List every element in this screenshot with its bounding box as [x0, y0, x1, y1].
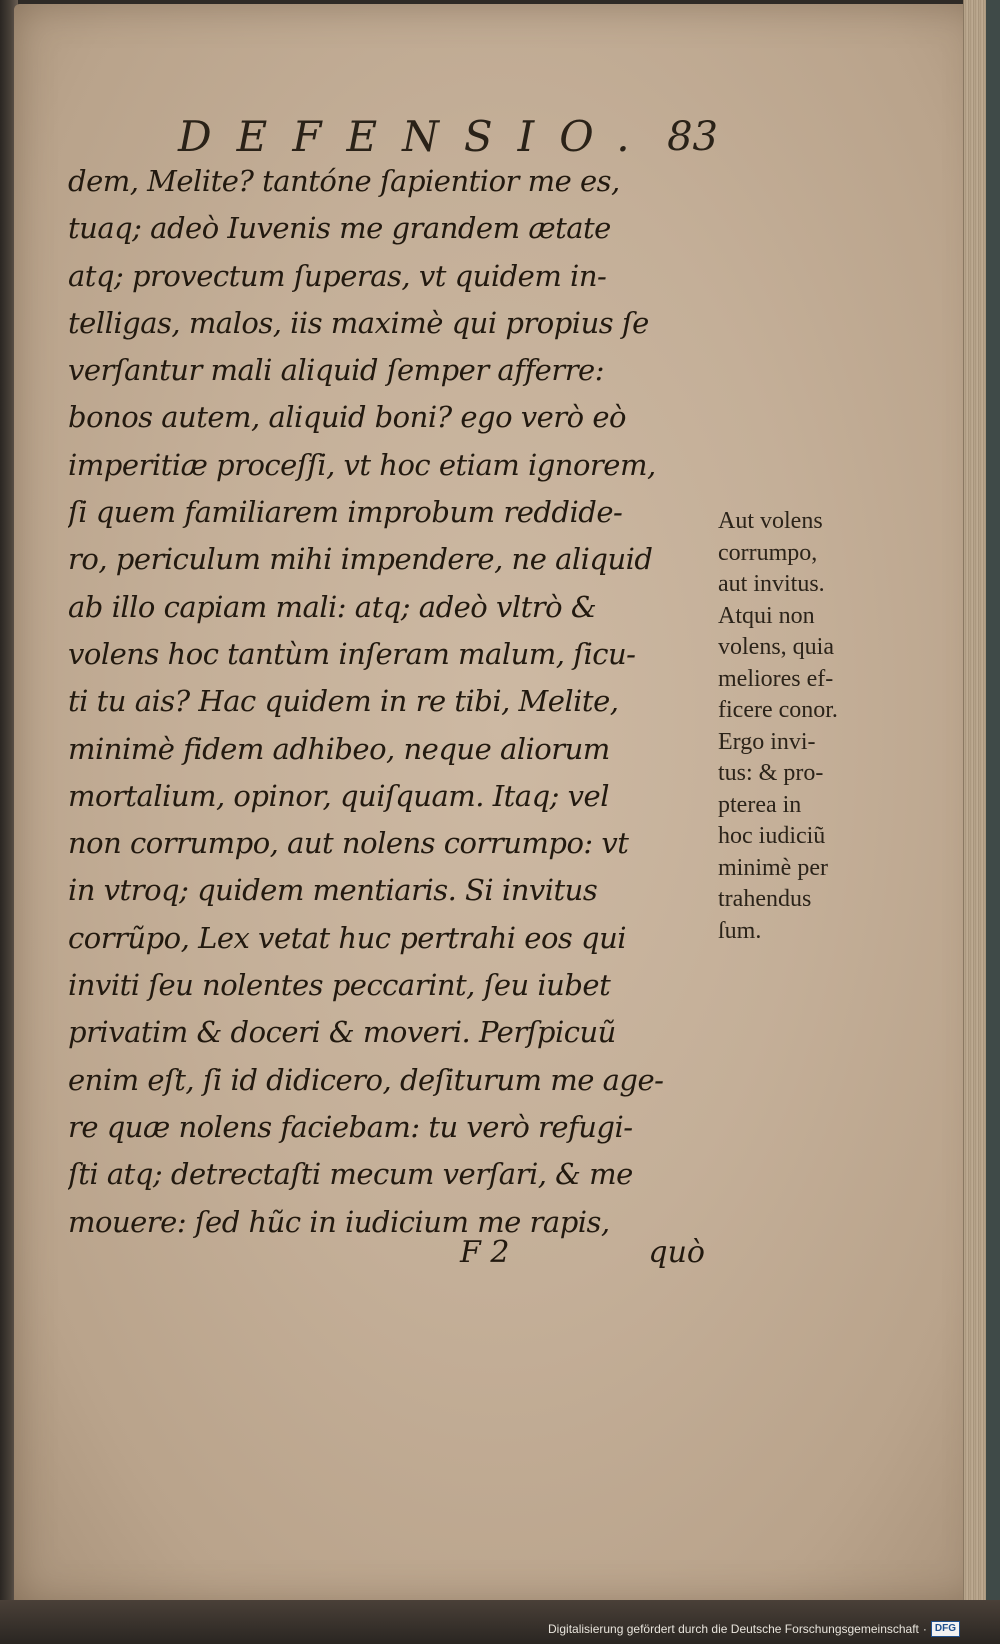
text-line: telligas, malos, iis maximè qui propius ſe — [68, 305, 649, 340]
text-line: tuaq; adeò Iuvenis me grandem ætate — [68, 211, 611, 246]
text-line: ti tu ais? Hac quidem in re tibi, Melite, — [68, 684, 619, 719]
margin-line: trahendus — [718, 886, 812, 912]
signature-mark: F 2 — [460, 1235, 510, 1270]
margin-line: meliores ef- — [718, 665, 834, 692]
margin-line: tus: & pro- — [718, 760, 824, 786]
dfg-logo-icon: DFG — [931, 1621, 960, 1637]
margin-line: corrumpo, — [718, 539, 818, 566]
text-line: corrũpo, Lex vetat huc pertrahi eos qui — [68, 920, 627, 955]
margin-line: Atqui non — [718, 602, 815, 629]
text-line: verſantur mali aliquid ſemper afferre: — [68, 353, 604, 388]
main-text-block — [68, 158, 708, 1246]
margin-line: minimè per — [718, 854, 828, 881]
catchword: quò — [648, 1235, 705, 1270]
margin-line: ſum. — [718, 917, 762, 944]
text-line: enim eſt, ſi id didicero, deſiturum me age- — [68, 1062, 664, 1097]
text-line: imperitiæ proceſſi, vt hoc etiam ignorem, — [68, 447, 656, 482]
page-footer-line — [460, 1228, 705, 1278]
margin-line: hoc iudiciũ — [718, 823, 826, 849]
text-line: ſti atq; detrectaſti mecum verſari, & me — [68, 1157, 633, 1192]
running-title: DEFENSIO. — [178, 112, 655, 161]
credit-text: Digitalisierung gefördert durch die Deutsche Forschungsgemeinschaft — [548, 1622, 919, 1636]
text-line: privatim & doceri & moveri. Perſpicuũ — [68, 1015, 616, 1050]
text-line: atq; provectum ſuperas, vt quidem in- — [68, 258, 607, 293]
text-line: ſi quem familiarem improbum reddide- — [68, 495, 623, 530]
text-line: non corrumpo, aut nolens corrumpo: vt — [68, 826, 629, 861]
text-line: ro, periculum mihi impendere, ne aliquid — [68, 542, 653, 577]
page-number: 83 — [667, 114, 718, 160]
margin-line: Ergo invi- — [718, 728, 816, 755]
text-line: mouere: ſed hũc in iudicium me rapis, — [68, 1204, 610, 1239]
text-line: ab illo capiam mali: atq; adeò vltrò & — [68, 589, 597, 624]
text-line: re quæ nolens faciebam: tu verò refugi- — [68, 1109, 633, 1144]
text-line: in vtroq; quidem mentiaris. Si invitus — [68, 873, 598, 908]
text-line: dem, Melite? tantóne ſapientior me es, — [68, 164, 620, 198]
text-line: inviti ſeu nolentes peccarint, ſeu iubet — [68, 968, 611, 1003]
margin-line: pterea in — [718, 791, 802, 818]
digitization-credit: Digitalisierung gefördert durch die Deutsche Forschungsgemeinschaft · DFG — [548, 1618, 960, 1640]
margin-line: volens, quia — [718, 634, 834, 660]
margin-line: aut invitus. — [718, 571, 825, 597]
text-line: minimè fidem adhibeo, neque aliorum — [68, 731, 610, 766]
marginal-note — [718, 506, 893, 947]
margin-line: Aut volens — [718, 508, 823, 534]
margin-line: ficere conor. — [718, 697, 838, 723]
text-line: volens hoc tantùm inſeram malum, ſicu- — [68, 636, 636, 671]
text-line: bonos autem, aliquid boni? ego verò eò — [68, 400, 626, 435]
page-edges — [963, 0, 986, 1600]
text-line: mortalium, opinor, quiſquam. Itaq; vel — [68, 778, 609, 813]
book-binding — [986, 0, 1000, 1644]
